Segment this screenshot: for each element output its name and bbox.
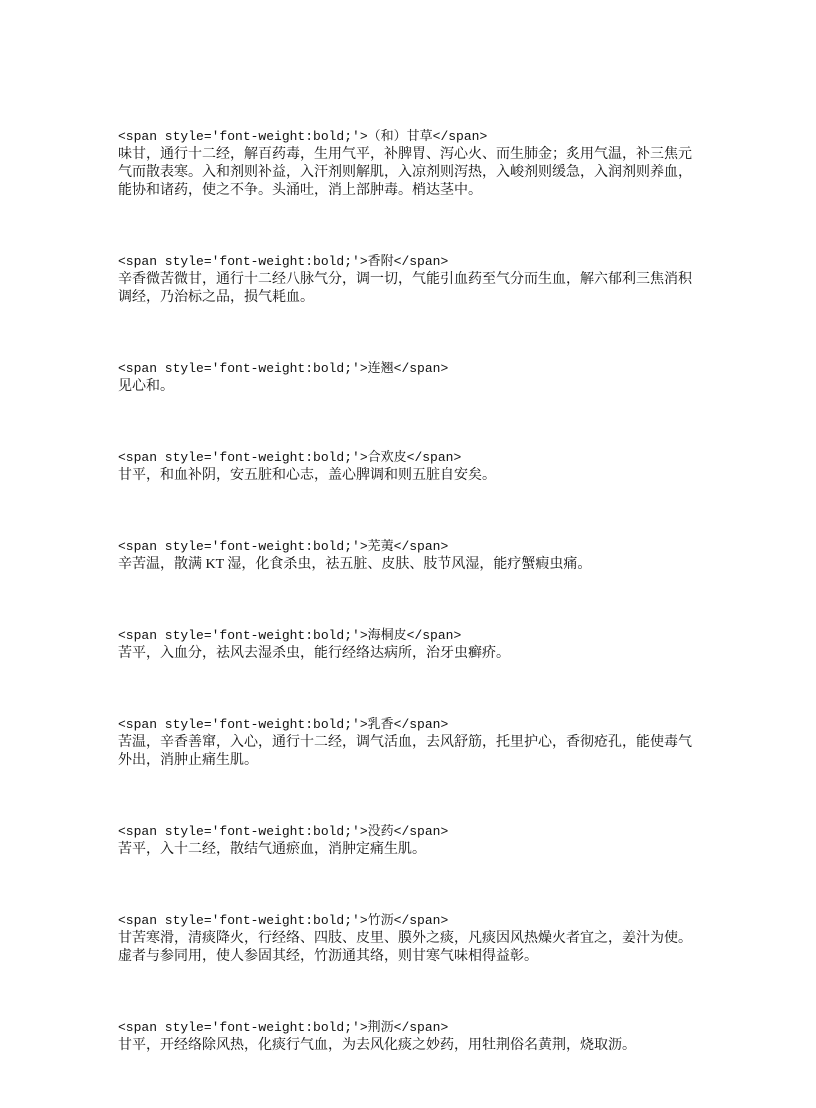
herb-entry xyxy=(118,449,718,485)
herb-description-line: 见心和。 xyxy=(118,379,174,394)
herb-heading: <span style='font-weight:bold;'>没药</span> xyxy=(118,824,449,839)
herb-description-line: 甘平，开经络除风热，化痰行气血，为去风化痰之妙药，用牡荆俗名黄荆，烧取沥。 xyxy=(118,1038,636,1053)
herb-entry xyxy=(118,716,718,770)
herb-entry xyxy=(118,912,718,966)
herb-description-line: 甘苦寒滑，清痰降火，行经络、四肢、皮里、膜外之痰，凡痰因风热燥火者宜之，姜汁为使。 xyxy=(118,931,692,946)
herb-description-line: 气而散表寒。入和剂则补益，入汗剂则解肌，入凉剂则泻热，入峻剂则缓急，入润剂则养血， xyxy=(118,165,692,180)
herb-entry xyxy=(118,538,718,574)
herb-entry xyxy=(118,360,718,396)
herb-entry xyxy=(118,253,718,307)
herb-heading: <span style='font-weight:bold;'>海桐皮</span> xyxy=(118,628,462,643)
herb-heading: <span style='font-weight:bold;'>香附</span> xyxy=(118,254,449,269)
herb-description-line: 苦温，辛香善窜，入心，通行十二经，调气活血，去风舒筋，托里护心，香彻疮孔，能使毒气 xyxy=(118,735,692,750)
herb-entry xyxy=(118,128,718,200)
herb-heading: <span style='font-weight:bold;'>乳香</span> xyxy=(118,717,449,732)
herb-heading: <span style='font-weight:bold;'>芜荑</span> xyxy=(118,539,449,554)
herb-heading: <span style='font-weight:bold;'>连翘</span> xyxy=(118,361,449,376)
herb-entry xyxy=(118,627,718,663)
herb-description-line: 虚者与参同用，使人参固其经，竹沥通其络，则甘寒气味相得益彰。 xyxy=(118,949,538,964)
herb-description-line: 能协和诸药，使之不争。头涌吐，消上部肿毒。梢达茎中。 xyxy=(118,183,482,198)
herb-heading: <span style='font-weight:bold;'>（和）甘草</span> xyxy=(118,129,488,144)
herb-description-line: 苦平，入十二经，散结气通瘀血，消肿定痛生肌。 xyxy=(118,842,426,857)
herb-entry xyxy=(118,1019,718,1055)
herb-heading: <span style='font-weight:bold;'>合欢皮</span> xyxy=(118,450,462,465)
herb-description-line: 外出，消肿止痛生肌。 xyxy=(118,753,258,768)
herb-description-line: 辛苦温，散满 KT 湿，化食杀虫，祛五脏、皮肤、肢节风湿，能疗蟹瘕虫痛。 xyxy=(118,557,592,572)
herb-description-line: 味甘，通行十二经，解百药毒，生用气平，补脾胃、泻心火、而生肺金；炙用气温，补三焦元 xyxy=(118,147,692,162)
herb-description-line: 甘平，和血补阴，安五脏和心志，盖心脾调和则五脏自安矣。 xyxy=(118,468,496,483)
herb-description-line: 调经，乃治标之品，损气耗血。 xyxy=(118,290,314,305)
herb-heading: <span style='font-weight:bold;'>荆沥</span> xyxy=(118,1020,449,1035)
herb-description-line: 苦平，入血分，祛风去湿杀虫，能行经络达病所，治牙虫癣疥。 xyxy=(118,646,510,661)
herb-entry xyxy=(118,823,718,859)
herb-description-line: 辛香微苦微甘，通行十二经八脉气分，调一切，气能引血药至气分而生血，解六郁利三焦消积 xyxy=(118,272,692,287)
document-page xyxy=(118,128,718,1108)
herb-heading: <span style='font-weight:bold;'>竹沥</span> xyxy=(118,913,449,928)
